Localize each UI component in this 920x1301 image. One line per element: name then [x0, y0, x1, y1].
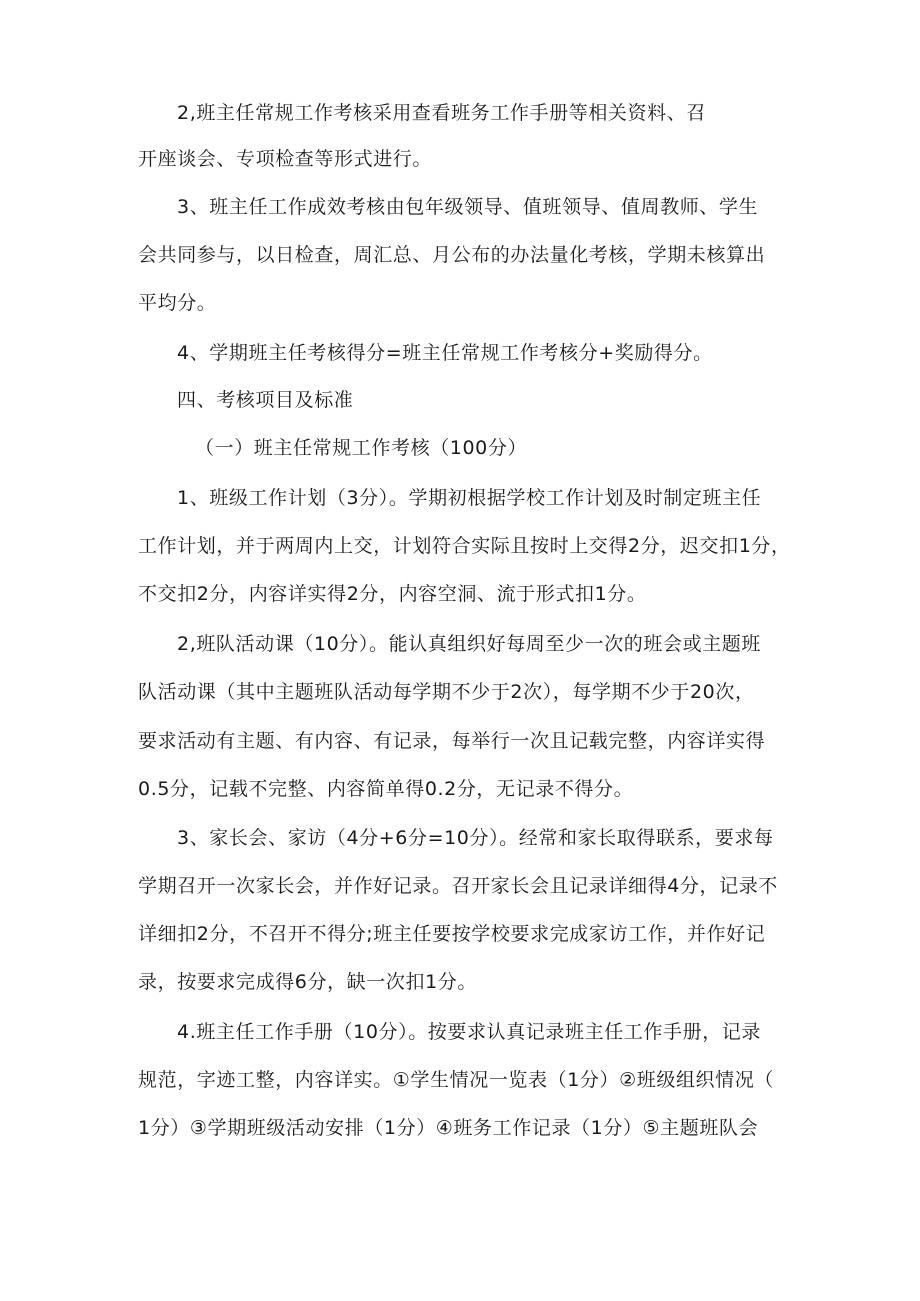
text-line: 规范，字迹工整，内容详实。①学生情况一览表（1分）②班级组织情况（	[138, 1069, 774, 1091]
text-line: 平均分。	[138, 292, 217, 314]
text-line: 详细扣2分，不召开不得分;班主任要按学校要求完成家访工作，并作好记	[138, 923, 766, 945]
text-line: 工作计划，并于两周内上交，计划符合实际且按时上交得2分，迟交扣1分，	[138, 535, 791, 557]
text-line: 开座谈会、专项检查等形式进行。	[138, 148, 433, 170]
text-line: 队活动课（其中主题班队活动每学期不少于2次），每学期不少于20次，	[138, 681, 755, 703]
text-line: 4.班主任工作手册（10分）。按要求认真记录班主任工作手册，记录	[177, 1021, 762, 1043]
text-line: 2,班主任常规工作考核采用查看班务工作手册等相关资料、召	[177, 102, 706, 124]
text-line: 录，按要求完成得6分，缺一次扣1分。	[138, 971, 477, 993]
text-line: 4、学期班主任考核得分=班主任常规工作考核分+奖励得分。	[177, 342, 713, 364]
section-heading: 四、考核项目及标准	[177, 389, 354, 411]
text-line: 会共同参与，以日检查，周汇总、月公布的办法量化考核，学期未核算出	[138, 244, 766, 266]
text-line: 2,班队活动课（10分）。能认真组织好每周至少一次的班会或主题班	[177, 633, 762, 655]
text-line: 要求活动有主题、有内容、有记录，每举行一次且记载完整，内容详实得	[138, 730, 766, 752]
text-line: 学期召开一次家长会，并作好记录。召开家长会且记录详细得4分，记录不	[138, 875, 778, 897]
text-line: 1分）③学期班级活动安排（1分）④班务工作记录（1分）⑤主题班队会	[138, 1117, 759, 1139]
text-line: 3、班主任工作成效考核由包年级领导、值班领导、值周教师、学生	[177, 196, 759, 218]
text-line: 1、班级工作计划（3分）。学期初根据学校工作计划及时制定班主任	[177, 487, 762, 509]
text-line: 3、家长会、家访（4分+6分=10分）。经常和家长取得联系，要求每	[177, 827, 774, 849]
subsection-heading: （一）班主任常规工作考核（100分）	[195, 437, 528, 459]
text-line: 0.5分，记载不完整、内容简单得0.2分，无记录不得分。	[138, 778, 634, 800]
text-line: 不交扣2分，内容详实得2分，内容空洞、流于形式扣1分。	[138, 583, 647, 605]
